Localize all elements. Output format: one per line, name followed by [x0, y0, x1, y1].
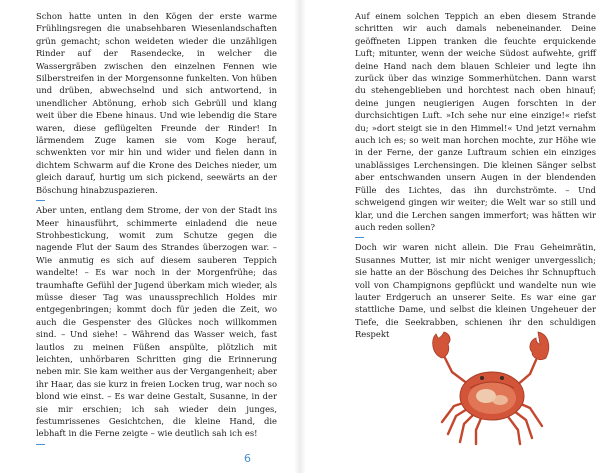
left-text-column: [36, 10, 277, 448]
section-dash: [36, 444, 45, 445]
right-text-column: [355, 10, 596, 341]
right-page: [304, 0, 600, 473]
page-number: 6: [244, 452, 251, 465]
right-paragraph-1: Auf einem solchen Teppich an eben diesem Strande schritten wir auch damals nebeneinander. Deine geöffneten Lippen tranken die feuchte erquickende Luft; mitunter, wenn der weiche Südost aufwehte, griff deine Hand nach dem blauen Schleier und legte ihn zurück über das winzige Sommerhütchen. Dann warst du stehengeblieben und horchtest nach oben hinauf; deine jungen neugierigen Augen forschten in der durchsichtigen Luft. »Ich sehe nur eine einzige!« riefst du; »dort steigt sie in den Himmel!« Und jetzt vernahm auch ich es; so weit man horchen mochte, zur Höhe wie in der Ferne, der ganze Luftraum schien ein einziges unablässiges Lerchensingen. Die kleinen Sänger selbst aber entschwanden unsern Augen in der blendenden Fülle des Lichtes, das ihn durchströmte. – Und schweigend gingen wir weiter; die Welt war so still und klar, und die Lerchen sangen immerfort; was hätten wir auch reden sollen?: [355, 11, 596, 232]
right-paragraph-2: Doch wir waren nicht allein. Die Frau Geheimrätin, Susannes Mutter, ist mir nicht weniger unvergesslich; sie hatte an der Böschung des Deiches ihr Schnupftuch voll von Champignons gepflückt und wandelte nun wie lauter Erdgeruch an unserer Seite. Es war eine gar stattliche Dame, und selbst die kleinen Ungeheuer der Tiefe, die Seekrabben, schienen ihr den schuldigen Respekt: [355, 242, 596, 340]
crab-illustration: [422, 326, 562, 446]
section-dash: [355, 237, 364, 238]
section-dash: [36, 200, 45, 201]
left-paragraph-2: Aber unten, entlang dem Strome, der von der Stadt ins Meer hinausführt, schimmerte einladend die neue Strohbestickung, womit zum Schutze gegen die nagende Flut der Saum des Strandes überzogen war. – Wie anmutig es sich auf diesem sauberen Teppich wandelte! – Es war noch in der Morgenfrühe; das traumhafte Gefühl der Jugend überkam mich wieder, als müsse dieser Tag was unaussprechlich Holdes mir entgegenbringen; kommt doch für jeden die Zeit, wo auch die Gespenster des Glückes noch willkommen sind. – Und siehe! – Während das Wasser weich, fast lautlos zu meinen Füßen anspülte, plötzlich mit leichten, unhörbaren Schritten ging die Erinnerung neben mir. Sie kam weither aus der Vergangenheit; aber ihr Haar, das sie kurz in freien Locken trug, war noch so blond wie einst. – Es war deine Gestalt, Susanne, in der sie mir erschien; ich sah wieder dein junges, festumrissenes Gesichtchen, die kleine Hand, die lebhaft in die Ferne zeigte – wie deutlich sah ich es!: [36, 205, 277, 439]
left-page: [0, 0, 296, 473]
left-paragraph-1: Schon hatte unten in den Kögen der erste warme Frühlingsregen die unabsehbaren Wiesenlandschaften grün gemacht; schon weideten wieder die unzähligen Rinder auf der Rasendecke, in welcher die Wassergräben zwischen den einzelnen Fennen wie Silberstreifen in der Morgensonne funkelten. Von hüben und drüben, abwechselnd und sich antwortend, in unendlicher Abtönung, erhob sich Gebrüll und klang weit über die Ebene hinaus. Und wie lebendig die Stare waren, diese geflügelten Freunde der Rinder! In lärmendem Zuge kamen sie vom Koge herauf, schwenkten vor mir hin und wider und fielen dann in dichtem Schwarm auf die Krone des Deiches nieder, um gleich darauf, hurtig um sich pickend, seewärts an der Böschung hinabzuspazieren.: [36, 11, 277, 195]
